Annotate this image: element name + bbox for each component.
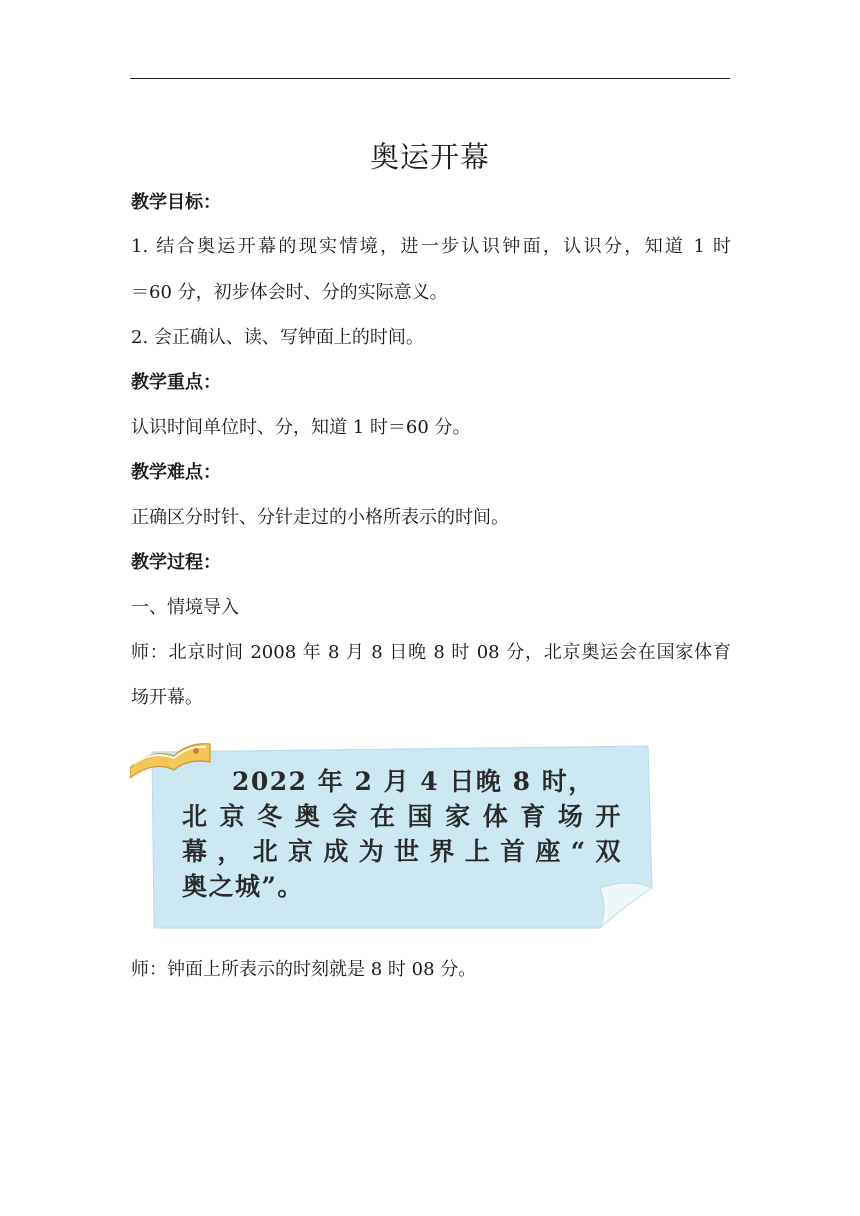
info-card-image xyxy=(130,738,654,930)
card-line3: 幕，北京成为世界上首座“双 xyxy=(182,837,622,866)
goal1-line1: 1. 结合奥运开幕的现实情境，进一步认识钟面，认识分，知道 1 时 xyxy=(131,236,731,257)
teacher-line1: 师：北京时间 2008 年 8 月 8 日晚 8 时 08 分，北京奥运会在国家体育 xyxy=(131,642,731,663)
teacher-line3: 师：钟面上所表示的时刻就是 8 时 08 分。 xyxy=(131,959,477,980)
goal2-text: 2. 会正确认、读、写钟面上的时间。 xyxy=(131,327,424,348)
difficult-points-text: 正确区分时针、分针走过的小格所表示的时间。 xyxy=(131,507,509,528)
teacher-line2: 场开幕。 xyxy=(131,687,203,708)
header-rule xyxy=(130,78,730,79)
page-title: 奥运开幕 xyxy=(369,140,490,174)
difficult-points-heading: 教学难点： xyxy=(131,462,221,483)
goals-heading: 教学目标： xyxy=(131,192,221,213)
intro-heading: 一、情境导入 xyxy=(131,597,239,618)
goal1-line2: ＝60 分，初步体会时、分的实际意义。 xyxy=(131,282,448,303)
card-line1: 2022 年 2 月 4 日晚 8 时， xyxy=(232,767,595,796)
process-heading: 教学过程： xyxy=(131,552,221,573)
key-points-heading: 教学重点： xyxy=(131,372,221,393)
key-points-text: 认识时间单位时、分，知道 1 时＝60 分。 xyxy=(131,417,471,438)
card-line4: 奥之城”。 xyxy=(182,872,304,901)
card-line2: 北京冬奥会在国家体育场开 xyxy=(182,802,622,831)
